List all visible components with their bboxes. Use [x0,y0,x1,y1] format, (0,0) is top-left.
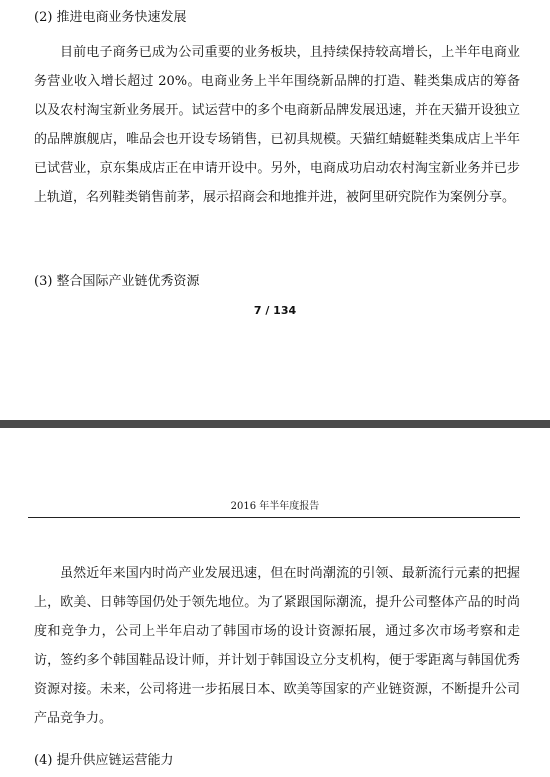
section-heading-4: (4) 提升供应链运营能力 [34,753,174,768]
paragraph-ecommerce: 目前电子商务已成为公司重要的业务板块，且持续保持较高增长，上半年电商业务营业收入增长超过 20%。电商业务上半年围绕新品牌的打造、鞋类集成店的筹备以及农村淘宝新业务展开。试运营中的多个电商新品牌发展迅速，并在天猫开设独立的品牌旗舰店，唯品会也开设专场销售，已初具规模。天猫红蜻蜓鞋类集成店上半年已试营业，京东集成店正在申请开设中。另外，电商成功启动农村淘宝新业务并已步上轨道，名列鞋类销售前茅，展示招商会和地推并进，被阿里研究院作为案例分享。 [34,45,520,205]
section-heading-3: (3) 整合国际产业链优秀资源 [34,274,200,289]
page-number: 7 / 134 [253,304,297,317]
section-heading-2: (2) 推进电商业务快速发展 [34,10,187,25]
header-rule [28,517,520,518]
paragraph-international: 虽然近年来国内时尚产业发展迅速，但在时尚潮流的引领、最新流行元素的把握上，欧美、日韩等国仍处于领先地位。为了紧跟国际潮流，提升公司整体产品的时尚度和竞争力，公司上半年启动了韩国市场的设计资源拓展，通过多次市场考察和走访，签约多个韩国鞋品设计师，并计划于韩国设立分支机构，便于零距离与韩国优秀资源对接。未来，公司将进一步拓展日本、欧美等国家的产业链资源，不断提升公司产品竞争力。 [34,566,520,726]
running-header: 2016 年半年度报告 [230,501,320,512]
page-separator [0,420,550,428]
